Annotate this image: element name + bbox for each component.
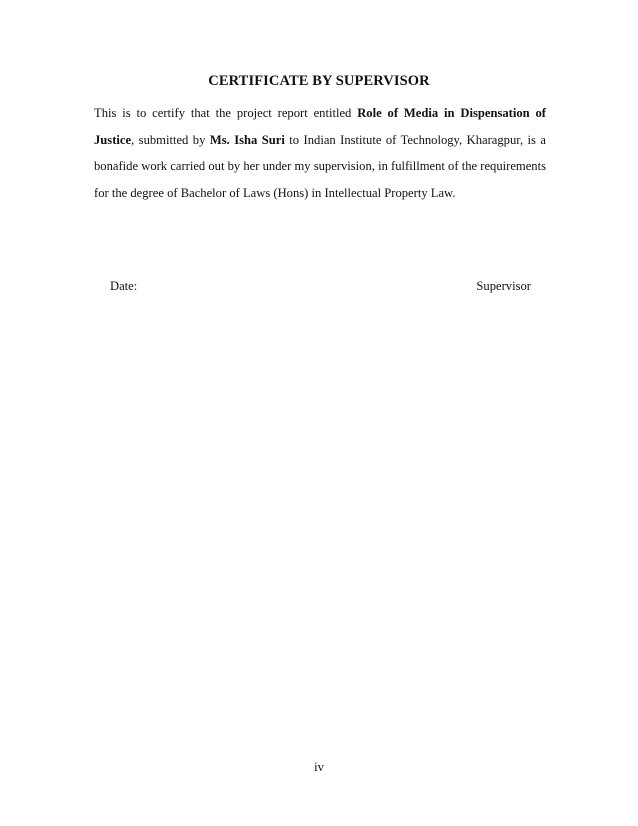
certificate-body bbox=[94, 100, 546, 206]
body-line-4: for the degree of Bachelor of Laws (Hons) in Intellectual Property Law. bbox=[94, 185, 456, 200]
student-name: Ms. Isha Suri bbox=[209, 132, 285, 147]
certificate-title: CERTIFICATE BY SUPERVISOR bbox=[208, 73, 430, 89]
body-line-3: bonafide work carried out by her under my supervision, in fulfillment of the requirements bbox=[94, 159, 546, 173]
body-line-2 bbox=[94, 127, 546, 154]
body-line-1-text: This is to certify that the project report entitled bbox=[94, 106, 358, 120]
supervisor-label: Supervisor bbox=[476, 279, 531, 293]
date-label: Date: bbox=[110, 279, 138, 293]
project-title-part-2: Justice bbox=[94, 132, 132, 147]
page-number: iv bbox=[314, 760, 324, 774]
body-line-1 bbox=[94, 100, 546, 127]
body-line-2-text-a: , submitted by bbox=[131, 132, 210, 147]
body-line-2-text-b: to Indian Institute of Technology, Kharagpur, is a bbox=[284, 132, 546, 147]
project-title-part-1: Role of Media in Dispensation of bbox=[357, 106, 546, 120]
